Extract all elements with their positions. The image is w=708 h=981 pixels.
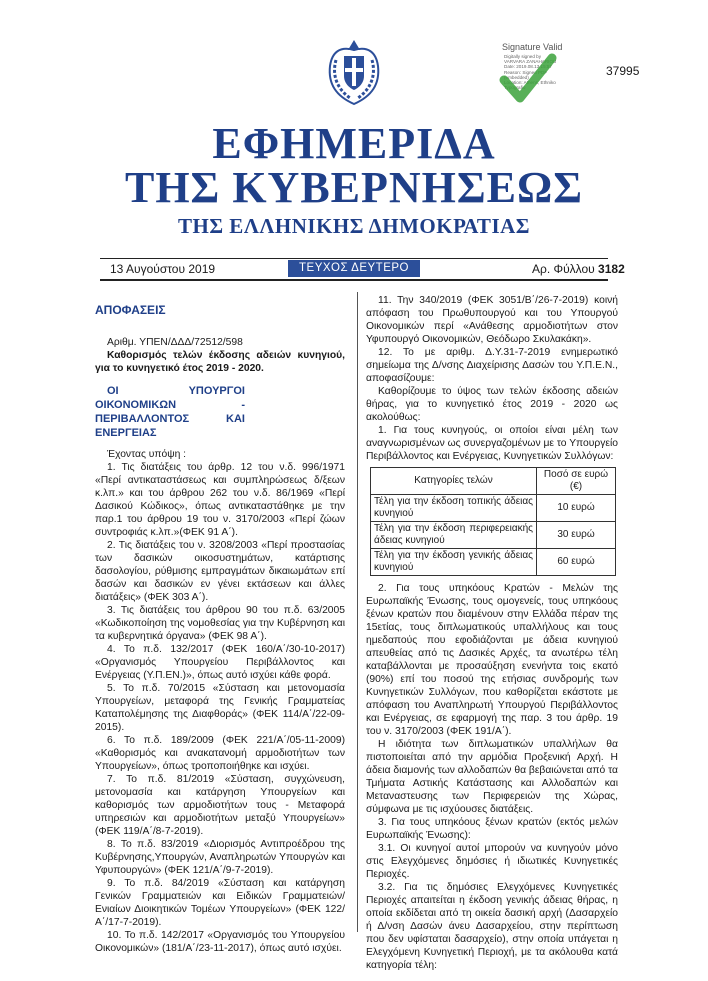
table-header-row bbox=[371, 468, 616, 495]
list-item: 8. Το π.δ. 83/2019 «Διορισμός Αντιπροέδρου της Κυβέρνησης,Υπουργών, Αναπληρωτών Υπουργών και Υφυπουργών» (ΦΕΚ 121/Α΄/9-7-2019). bbox=[95, 839, 345, 876]
left-column bbox=[95, 294, 345, 955]
table-row bbox=[371, 495, 616, 522]
paragraph: 2. Για τους υπηκόους Κρατών - Μελών της Ευρωπαϊκής Ένωσης, τους ομογενείς, τους υπηκόους ξένων κρατών που διαμένουν στην Ελλάδα πέραν της 15ετίας, τους διπλωματικούς υπαλλήλους και τους ημεδαπούς που εφοδιάζονται με άδεια κυνηγιού απευθείας από τις Δασικές Αρχές, τα ανωτέρω τέλη καταβάλλονται με προσαύξηση ενενήντα τοις εκατό (90%) επί του ποσού της ετήσιας συνδρομής των Κυνηγετικών Συλλόγων, που καθορίζεται εκάστοτε με απόφαση του Αναπληρωτή Υπουργού Περιβάλλοντος και Ενέργειας, σε εφαρμογή της παρ. 3 του άρθρ. 19 του ν. 3170/2003 (ΦΕΚ 191/Α΄). bbox=[366, 583, 618, 737]
sheet-number: Αρ. Φύλλου 3182 bbox=[532, 262, 625, 276]
list-item: 1. Τις διατάξεις του άρθρ. 12 του ν.δ. 996/1971 «Περί αντικαταστάσεως και συμπληρώσεως δ/ξεων κ.λπ.» και του άρθρου 262 του ν.δ. 86/1969 «Περί Δασικού Κώδικος», όπως αντικαταστάθηκε με την παρ.1 του άρθρου 19 του ν. 3170/2003 «Περί ζώων συντροφιάς κ.λπ.»(ΦΕΚ 91 Α΄). bbox=[95, 462, 345, 538]
signature-details: Digitally signed by VARVARA ZANAHARIOU Date: 2019.08.13 15:57 Reason: Signed PDF (embedded) Location: Athens, Ethniko Typografio bbox=[504, 54, 557, 91]
ministers-heading: ΟΙ ΥΠΟΥΡΓΟΙ ΟΙΚΟΝΟΜΙΚΩΝ - ΠΕΡΙΒΑΛΛΟΝΤΟΣ ΚΑΙ ΕΝΕΡΓΕΙΑΣ bbox=[95, 385, 245, 439]
list-item: 9. Το π.δ. 84/2019 «Σύσταση και κατάργηση Γενικών Γραμματειών και Ειδικών Γραμματειών/Ενιαίων Διοικητικών Τομέων Υπουργείων» (ΦΕΚ 122/Α΄/17-7-2019). bbox=[95, 878, 345, 928]
table-cell: Τέλη για την έκδοση τοπικής άδειας κυνηγιού bbox=[371, 495, 537, 522]
paragraph: Καθορίζουμε το ύψος των τελών έκδοσης αδειών θήρας, για το κυνηγετικό έτος 2019 - 2020 ως ακολούθως: bbox=[366, 386, 618, 423]
table-cell: Τέλη για την έκδοση γενικής άδειας κυνηγιού bbox=[371, 549, 537, 576]
masthead-title-line2: ΤΗΣ ΚΥΒΕΡΝΗΣΕΩΣ bbox=[124, 163, 584, 212]
table-row bbox=[371, 549, 616, 576]
table-cell: 10 ευρώ bbox=[537, 495, 616, 522]
header-rule-top bbox=[100, 258, 608, 259]
digital-signature-stamp bbox=[496, 42, 616, 112]
table-row bbox=[371, 522, 616, 549]
paragraph: 3.1. Οι κυνηγοί αυτοί μπορούν να κυνηγούν μόνο στις Ελεγχόμενες δημόσιες ή ιδιωτικές Κυνηγετικές Περιοχές. bbox=[366, 843, 618, 880]
list-item: 2. Τις διατάξεις του ν. 3208/2003 «Περί προστασίας των δασικών οικοσυστημάτων, κατάρτισης δασολογίου, ρύθμισης εμπραγμάτων δικαιωμάτων επί δασών και δασικών εν γένει εκτάσεων και άλλες διατάξεις» (ΦΕΚ 303 Α΄). bbox=[95, 540, 345, 603]
decision-reference: Αριθμ. ΥΠΕΝ/ΔΔΔ/72512/598 bbox=[107, 337, 243, 348]
issue-date: 13 Αυγούστου 2019 bbox=[110, 262, 216, 276]
paragraph: 1. Για τους κυνηγούς, οι οποίοι είναι μέλη των αναγνωρισμένων ως συνεργαζομένων με το Υπουργείο Περιβάλλοντος και Ενέργειας, Κυνηγετικών Συλλόγων: bbox=[366, 425, 618, 462]
masthead-title-line1: ΕΦΗΜΕΡΙΔΑ bbox=[212, 119, 496, 168]
coat-of-arms-icon bbox=[326, 36, 382, 106]
list-item: 7. Το π.δ. 81/2019 «Σύσταση, συγχώνευση, μετονομασία και κατάργηση Υπουργείων και καθορισμός των αρμοδιοτήτων τους - Μεταφορά υπηρεσιών και αρμοδιοτήτων μεταξύ Υπουργείων» (ΦΕΚ 119/Α΄/8-7-2019). bbox=[95, 774, 345, 837]
paragraph: 3.2. Για τις δημόσιες Ελεγχόμενες Κυνηγετικές Περιοχές απαιτείται η έκδοση γενικής άδειας θήρας, η οποία εκδίδεται από τη οικεία δασική αρχή (Δασαρχείο ή Δ/νση Δασών άνευ Δασαρχείου, στην περίπτωση που δεν υφίσταται δασαρχείο), στην οποία υπάγεται η Ελεγχόμενη Κυνηγετική Περιοχή, με τα ακόλουθα κατά κατηγορία τέλη: bbox=[366, 882, 618, 971]
issue-label: ΤΕΥΧΟΣ ΔΕΥΤΕΡΟ bbox=[288, 260, 420, 277]
paragraph: Η ιδιότητα των διπλωματικών υπαλλήλων θα πιστοποιείται από την αρμόδια Προξενική Αρχή. Η άδεια διαμονής των αλλοδαπών θα βεβαιώνεται από τα Τμήματα Αστικής Κατάστασης και Αλλοδαπών και Μεταναστευσης των Περιφερειών της Χώρας, σύμφωνα με τις ισχύουσες διατάξεις. bbox=[366, 739, 618, 815]
having-regard: Έχοντας υπόψη : bbox=[107, 449, 187, 460]
page-number: 37995 bbox=[606, 64, 640, 78]
list-item: 3. Τις διατάξεις του άρθρου 90 του π.δ. 63/2005 «Κωδικοποίηση της νομοθεσίας για την Κυβέρνηση και τα κυβερνητικά όργανα» (ΦΕΚ 98 Α΄). bbox=[95, 605, 345, 642]
list-item: 5. Το π.δ. 70/2015 «Σύσταση και μετονομασία Υπουργείων, μεταφορά της Γενικής Γραμματείας Καταπολέμησης της Διαφθοράς» (ΦΕΚ 114/Α΄/22-09-2015). bbox=[95, 683, 345, 733]
right-column bbox=[366, 294, 618, 972]
masthead-subtitle: ΤΗΣ ΕΛΛΗΝΙΚΗΣ ΔΗΜΟΚΡΑΤΙΑΣ bbox=[177, 214, 531, 238]
table-header: Ποσό σε ευρώ (€) bbox=[537, 468, 616, 495]
list-item: 4. Το π.δ. 132/2017 (ΦΕΚ 160/Α΄/30-10-2017) «Οργανισμός Υπουργείου Περιβάλλοντος και Ενέργειας (Υ.Π.ΕΝ.)», όπως αυτό ισχύει κάθε φορά. bbox=[95, 644, 345, 681]
paragraph: 3. Για τους υπηκόους ξένων κρατών (εκτός μελών Ευρωπαϊκής Ένωσης): bbox=[366, 817, 618, 841]
table-cell: Τέλη για την έκδοση περιφερειακής άδειας κυνηγιού bbox=[371, 522, 537, 549]
signature-title: Signature Valid bbox=[502, 42, 563, 52]
list-item: 10. Το π.δ. 142/2017 «Οργανισμός του Υπουργείου Οικονομικών» (181/Α΄/23-11-2017), όπως αυτό ισχύει. bbox=[95, 930, 345, 954]
fees-table bbox=[370, 467, 616, 576]
header-rule-bottom bbox=[100, 279, 608, 281]
column-divider bbox=[357, 292, 358, 932]
table-header: Κατηγορίες τελών bbox=[371, 468, 537, 495]
checkmark-icon bbox=[498, 50, 558, 108]
table-cell: 30 ευρώ bbox=[537, 522, 616, 549]
table-cell: 60 ευρώ bbox=[537, 549, 616, 576]
section-heading: ΑΠΟΦΑΣΕΙΣ bbox=[95, 303, 166, 317]
list-item: 6. Το π.δ. 189/2009 (ΦΕΚ 221/Α΄/05-11-2009) «Καθορισμός και ανακατανομή αρμοδιοτήτων των Υπουργείων», όπως τροποποιήθηκε και ισχύει. bbox=[95, 735, 345, 772]
paragraph: 11. Την 340/2019 (ΦΕΚ 3051/Β΄/26-7-2019) κοινή απόφαση του Πρωθυπουργού και του Υπουργού Οικονομικών περί «Ανάθεσης αρμοδιοτήτων στον Υφυπουργό Οικονομικών, Θεόδωρο Σκυλακάκη». bbox=[366, 295, 618, 345]
paragraph: 12. Το με αριθμ. Δ.Υ.31-7-2019 ενημερωτικό σημείωμα της Δ/νσης Διαχείρισης Δασών του Υ.Π.Ε.Ν., αποφασίζουμε: bbox=[366, 347, 618, 384]
decision-subject: Καθορισμός τελών έκδοσης αδειών κυνηγιού, για το κυνηγετικό έτος 2019 - 2020. bbox=[95, 350, 345, 374]
